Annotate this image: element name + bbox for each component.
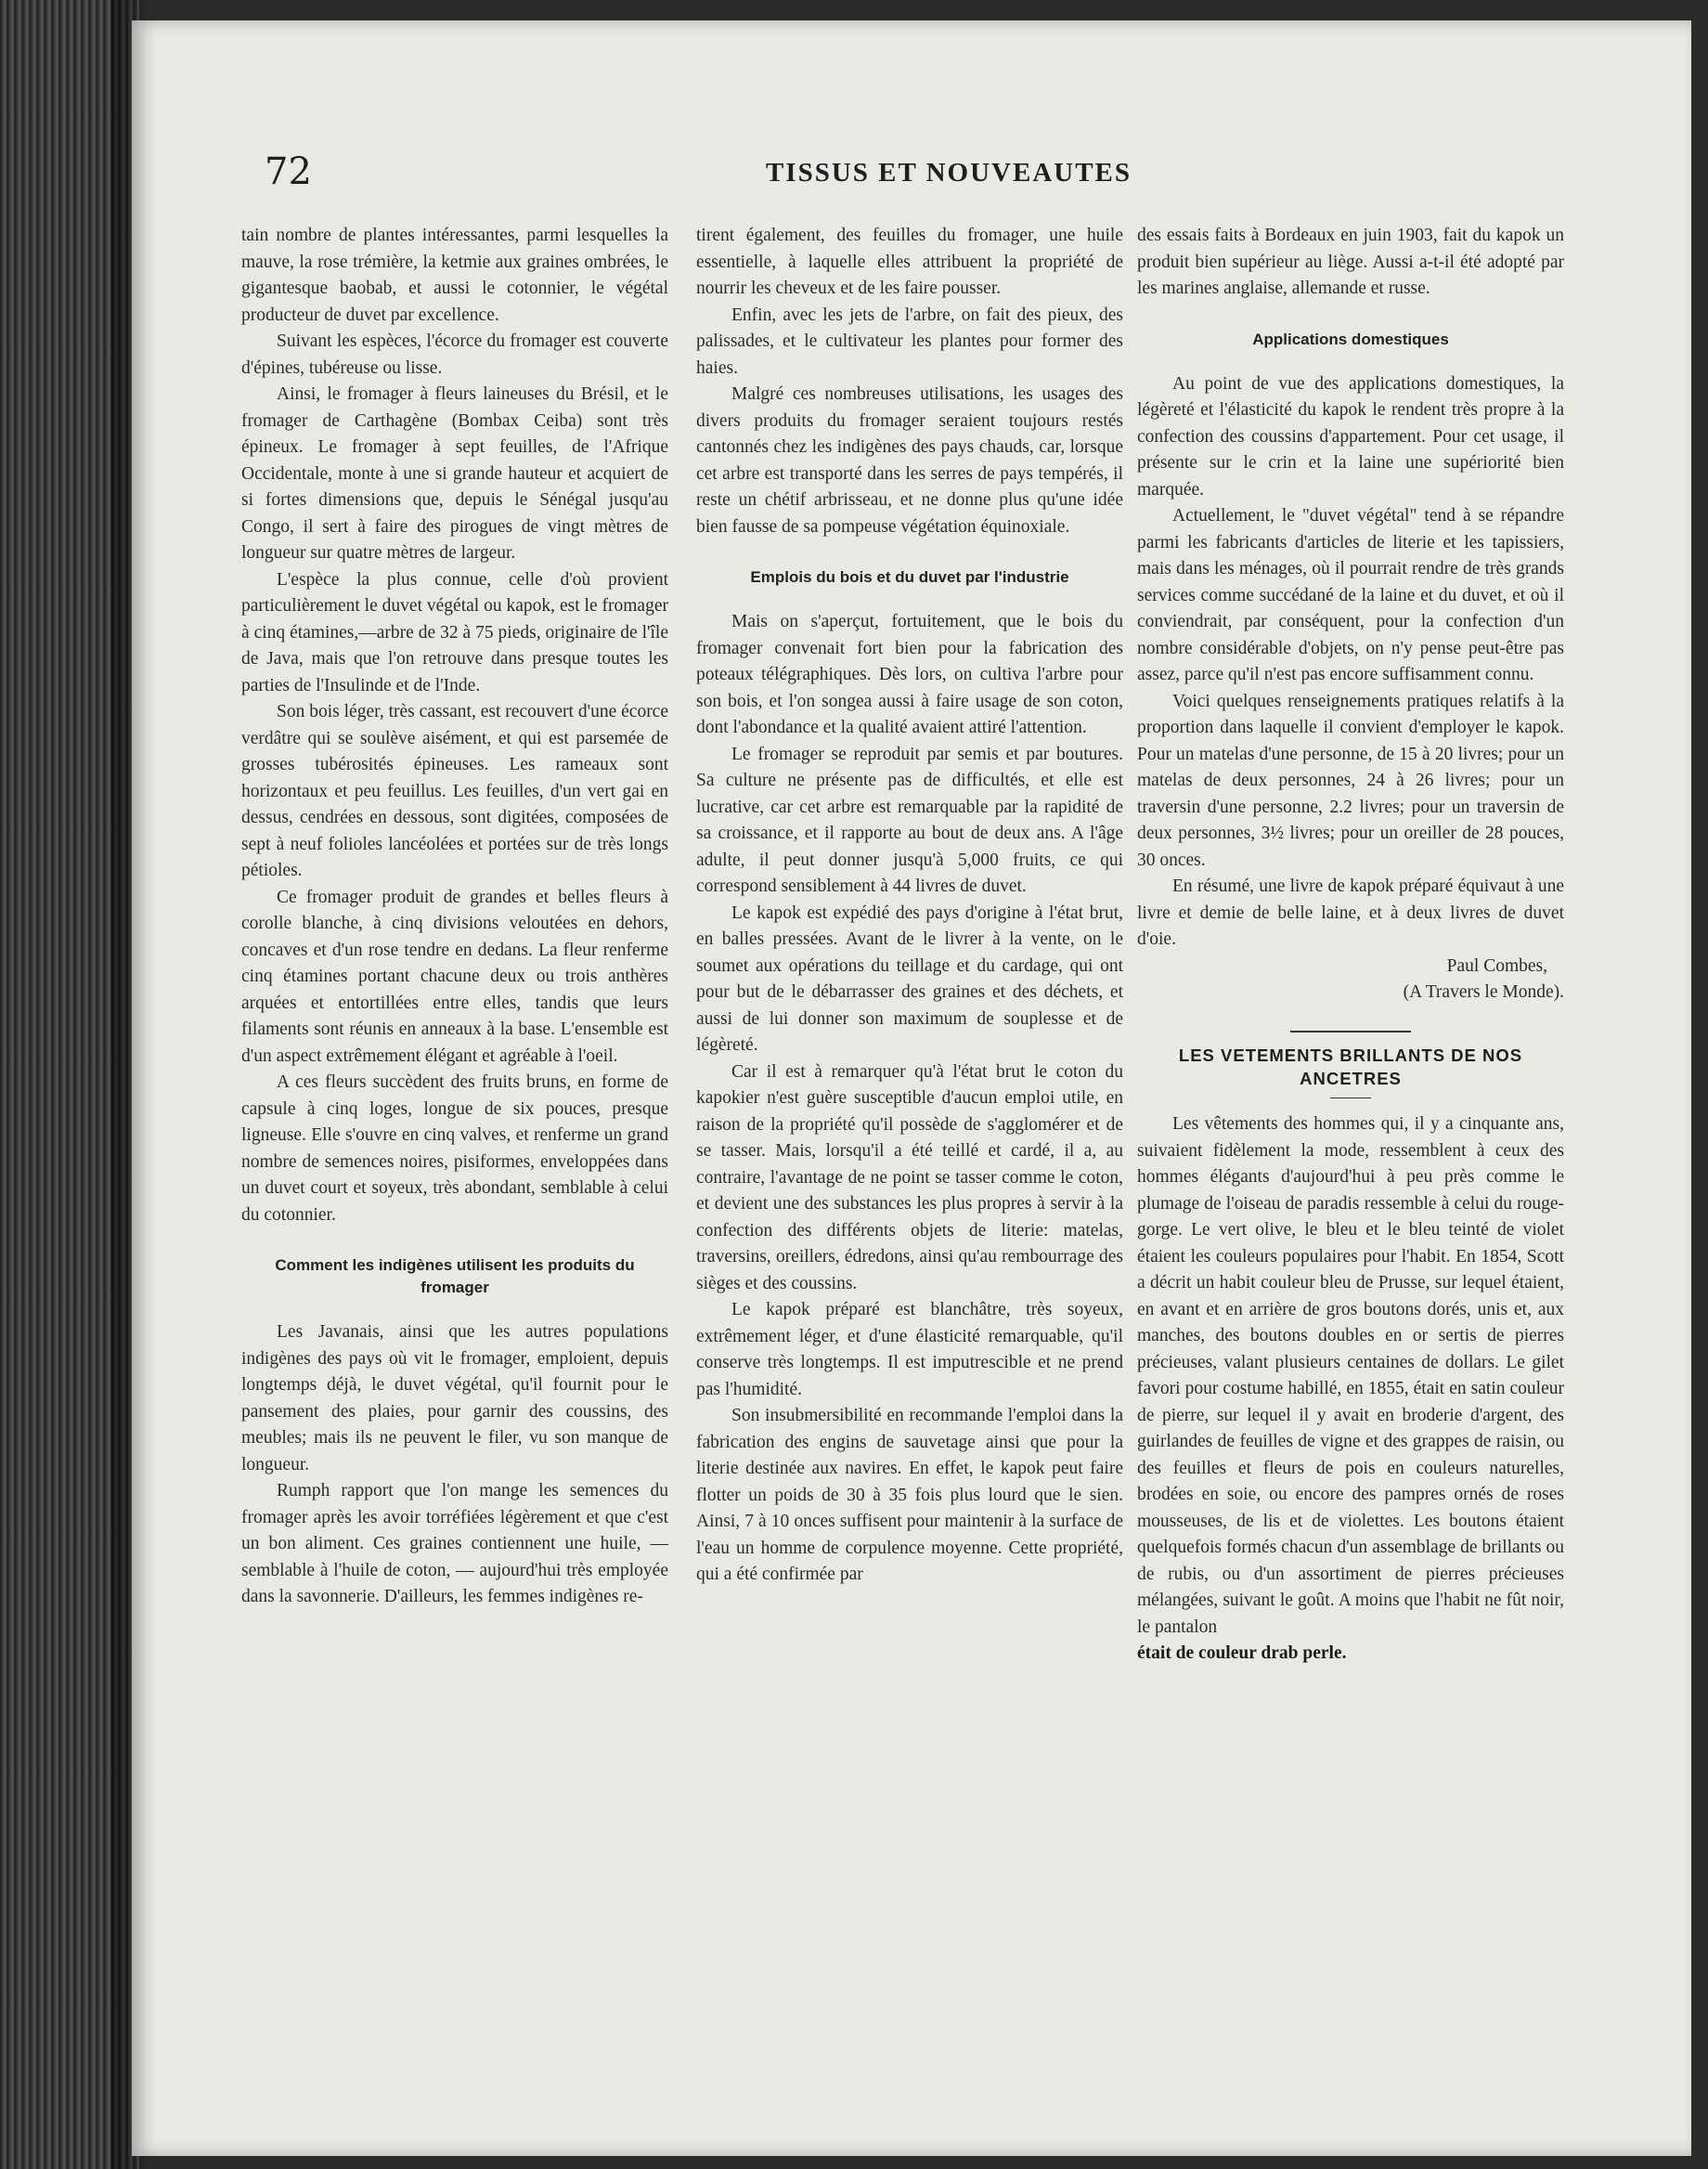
paragraph: Enfin, avec les jets de l'arbre, on fait des pieux, des palissades, et le cultivateur les plantes pour former des haies. xyxy=(696,305,1123,378)
section-heading: Emplois du bois et du duvet par l'industrie xyxy=(750,568,1069,586)
paragraph: Voici quelques renseignements pratiques relatifs à la proportion dans laquelle il convient d'employer le kapok. Pour un matelas d'une personne, de 15 à 20 livres; pour un matelas de deux personnes, 24 à 26 livres; pour un traversin d'une personne, 2.2 livres; pour un traversin de deux personnes, 3½ livres; pour un oreiller de 28 pouces, 30 onces. xyxy=(1137,691,1564,870)
paragraph: Le fromager se reproduit par semis et par boutures. Sa culture ne présente pas de difficultés, et elle est lucrative, car cet arbre est remarquable par la rapidité de sa croissance, et il rapporte au bout de deux ans. A l'âge adulte, il peut donner jusqu'à 5,000 fruits, ce qui correspond sensiblement à 44 livres de duvet. xyxy=(696,744,1123,896)
paragraph: Son insubmersibilité en recommande l'emploi dans la fabrication des engins de sauvetage ainsi que pour la literie destinée aux navires. En effet, le kapok peut faire flotter un poids de 30 à 35 fois plus lourd que le sien. Ainsi, 7 à 10 onces suffisent pour maintenir à la surface de l'eau un homme de corpulence moyenne. Cette propriété, qui a été confirmée par xyxy=(696,1406,1123,1584)
running-head: TISSUS ET NOUVEAUTES xyxy=(765,158,1132,188)
paragraph: Ainsi, le fromager à fleurs laineuses du Brésil, et le fromager de Carthagène (Bombax Ceiba) sont très épineux. Le fromager à sept feuilles, de l'Afrique Occidentale, monte à une si grande hauteur et acquiert de si fortes dimensions que, depuis le Sénégal jusqu'au Congo, il sert à faire des pirogues de vingt mètres de longueur sur quatre mètres de largeur. xyxy=(241,384,668,563)
paragraph: Actuellement, le "duvet végétal" tend à se répandre parmi les fabricants d'articles de literie et les tapissiers, mais dans les ménages, où il pourrait rendre de très grands services comme succédané de la laine et du duvet, et où il conviendrait, par conséquent, pour la confection d'un nombre considérable d'objets, on n'y pense peut-être pas assez, parce qu'il n'est pas encore suffisamment connu. xyxy=(1137,506,1564,684)
paragraph: Suivant les espèces, l'écorce du fromager est couverte d'épines, tubéreuse ou lisse. xyxy=(241,331,668,378)
section-heading: Comment les indigènes utilisent les produits du fromager xyxy=(275,1256,635,1296)
paragraph-tail: était de couleur drab perle. xyxy=(1137,1643,1347,1663)
magazine-page xyxy=(132,20,1691,2156)
divider-rule xyxy=(1290,1031,1411,1033)
paragraph: tain nombre de plantes intéressantes, parmi lesquelles la mauve, la rose trémière, la ketmie aux graines ombrées, le gigantesque baobab, et aussi le cotonnier, le végétal producteur de duvet par excellence. xyxy=(241,226,668,325)
paragraph: Rumph rapport que l'on mange les semences du fromager après les avoir torréfiées légèrement et que c'est un bon aliment. Ces graines contiennent une huile, — semblable à l'huile de coton, — aujourd'hui très employée dans la savonnerie. D'ailleurs, les femmes indigènes re- xyxy=(241,1481,668,1606)
paragraph: Les Javanais, ainsi que les autres populations indigènes des pays où vit le fromager, emploient, depuis longtemps déjà, le duvet végétal, qu'il fournit pour le pansement des plaies, pour garnir des coussins, des meubles; mais ils ne peuvent le filer, vu son manque de longueur. xyxy=(241,1322,668,1474)
paragraph: Le kapok préparé est blanchâtre, très soyeux, extrêmement léger, et d'une élasticité remarquable, qu'il conserve très longtemps. Il est imputrescible et ne prend pas l'humidité. xyxy=(696,1300,1123,1399)
text-column-3 xyxy=(1137,223,1564,1668)
text-column-2 xyxy=(696,223,1123,1589)
paragraph: Les vêtements des hommes qui, il y a cinquante ans, suivaient fidèlement la mode, ressemblent à ceux des hommes élégants d'aujourd'hui à peu près comme le plumage de l'oiseau de paradis ressemble à celui du rouge-gorge. Le vert olive, le bleu et le bleu teinté de violet étaient les couleurs populaires pour l'habit. En 1854, Scott a décrit un habit couleur bleu de Prusse, sur lequel étaient, en avant et en arrière de gros boutons dorés, unis et, aux manches, des boutons doubles en or sertis de pierres précieuses, valant plusieurs centaines de dollars. Le gilet favori pour costume habillé, en 1855, était en satin couleur de pierre, sur lequel il y avait en broderie d'argent, des guirlandes de feuilles de vigne et des grappes de raisin, ou des feuilles et fleurs de pois en couleurs naturelles, brodées en soie, ou encore des pampres ornés de roses mousseuses, de lis et de violettes. Les boutons étaient quelquefois formés chacun d'un assemblage de brillants ou de rubis, ou d'un assortiment de pierres précieuses mélangées, suivant le goût. A moins que l'habit ne fût noir, le pantalon xyxy=(1137,1114,1564,1637)
section-heading: Applications domestiques xyxy=(1252,330,1449,348)
paragraph: L'espèce la plus connue, celle d'où provient particulièrement le duvet végétal ou kapok, est le fromager à cinq étamines,—arbre de 32 à 75 pieds, originaire de l'île de Java, mais que l'on retrouve dans presque toutes les parties de l'Insulinde et de l'Inde. xyxy=(241,569,668,695)
divider-rule xyxy=(1330,1097,1371,1099)
paragraph: Car il est à remarquer qu'à l'état brut le coton du kapokier n'est guère susceptible d'aucun emploi utile, en raison de la propriété qu'il possède de s'agglomérer et de se tasser. Mais, lorsqu'il a été teillé et cardé, il a, au contraire, l'avantage de ne point se tasser comme le coton, et devient une des substances les plus propres à servir à la confection des différents objets de literie: matelas, traversins, oreillers, édredons, ainsi qu'au rembourrage des sièges et des coussins. xyxy=(696,1061,1123,1293)
article-title: LES VETEMENTS BRILLANTS DE NOS ANCETRES xyxy=(1178,1045,1523,1088)
author-signature: Paul Combes, xyxy=(1446,955,1547,976)
paragraph: En résumé, une livre de kapok préparé équivaut à une livre et demie de belle laine, et à deux livres de duvet d'oie. xyxy=(1137,877,1564,949)
paragraph: Au point de vue des applications domestiques, la légèreté et l'élasticité du kapok le rendent très propre à la confection des coussins d'appartement. Pour cet usage, il présente sur le crin et la laine une supériorité bien marquée. xyxy=(1137,373,1564,500)
source-credit: (A Travers le Monde). xyxy=(1403,982,1564,1002)
paragraph: Ce fromager produit de grandes et belles fleurs à corolle blanche, à cinq divisions veloutées en dehors, concaves et d'un rose tendre en dedans. La fleur renferme cinq étamines portant chacune deux ou trois anthères arquées et entortillées entre elles, tandis que leurs filaments sont réunis en anneaux à la base. L'ensemble est d'un aspect extrêmement élégant et agréable à l'oeil. xyxy=(241,887,668,1066)
paragraph: Mais on s'aperçut, fortuitement, que le bois du fromager convenait fort bien pour la fabrication des poteaux télégraphiques. Dès lors, on cultiva l'arbre pour son bois, et l'on songea aussi à faire usage de son coton, dont l'abondance et la qualité avaient attiré l'attention. xyxy=(696,612,1123,737)
page-number: 72 xyxy=(265,150,312,193)
paragraph: Son bois léger, très cassant, est recouvert d'une écorce verdâtre qui se soulève aisément, et qui est parsemée de grosses tubérosités épineuses. Les rameaux sont horizontaux et peu feuillus. Les feuilles, d'un vert gai en dessus, cendrées en dessous, sont digitées, composées de sept à neuf folioles lancéolées et portées sur de très longs pétioles. xyxy=(241,702,668,880)
paragraph: des essais faits à Bordeaux en juin 1903, fait du kapok un produit bien supérieur au liège. Aussi a-t-il été adopté par les marines anglaise, allemande et russe. xyxy=(1137,226,1564,298)
text-column-1 xyxy=(241,223,668,1611)
paragraph: Le kapok est expédié des pays d'origine à l'état brut, en balles pressées. Avant de le livrer à la vente, on le soumet aux opérations du teillage et du cardage, qui ont pour but de le débarrasser des graines et des déchets, et aussi de lui donner son maximum de souplesse et de légèreté. xyxy=(696,903,1123,1055)
paragraph: A ces fleurs succèdent des fruits bruns, en forme de capsule à cinq loges, longue de six pouces, presque ligneuse. Elle s'ouvre en cinq valves, et renferme un grand nombre de semences noires, pisiformes, enveloppées dans un duvet court et soyeux, très abondant, semblable à celui du cotonnier. xyxy=(241,1072,668,1225)
paragraph: tirent également, des feuilles du fromager, une huile essentielle, à laquelle elles attribuent la propriété de nourrir les cheveux et de les faire pousser. xyxy=(696,226,1123,298)
paragraph: Malgré ces nombreuses utilisations, les usages des divers produits du fromager seraient toujours restés cantonnés chez les indigènes des pays chauds, car, lorsque cet arbre est transporté dans les serres de pays tempérés, il reste un chétif arbrisseau, et ne donne plus qu'une idée bien fausse de sa pompeuse végétation équinoxiale. xyxy=(696,384,1123,537)
